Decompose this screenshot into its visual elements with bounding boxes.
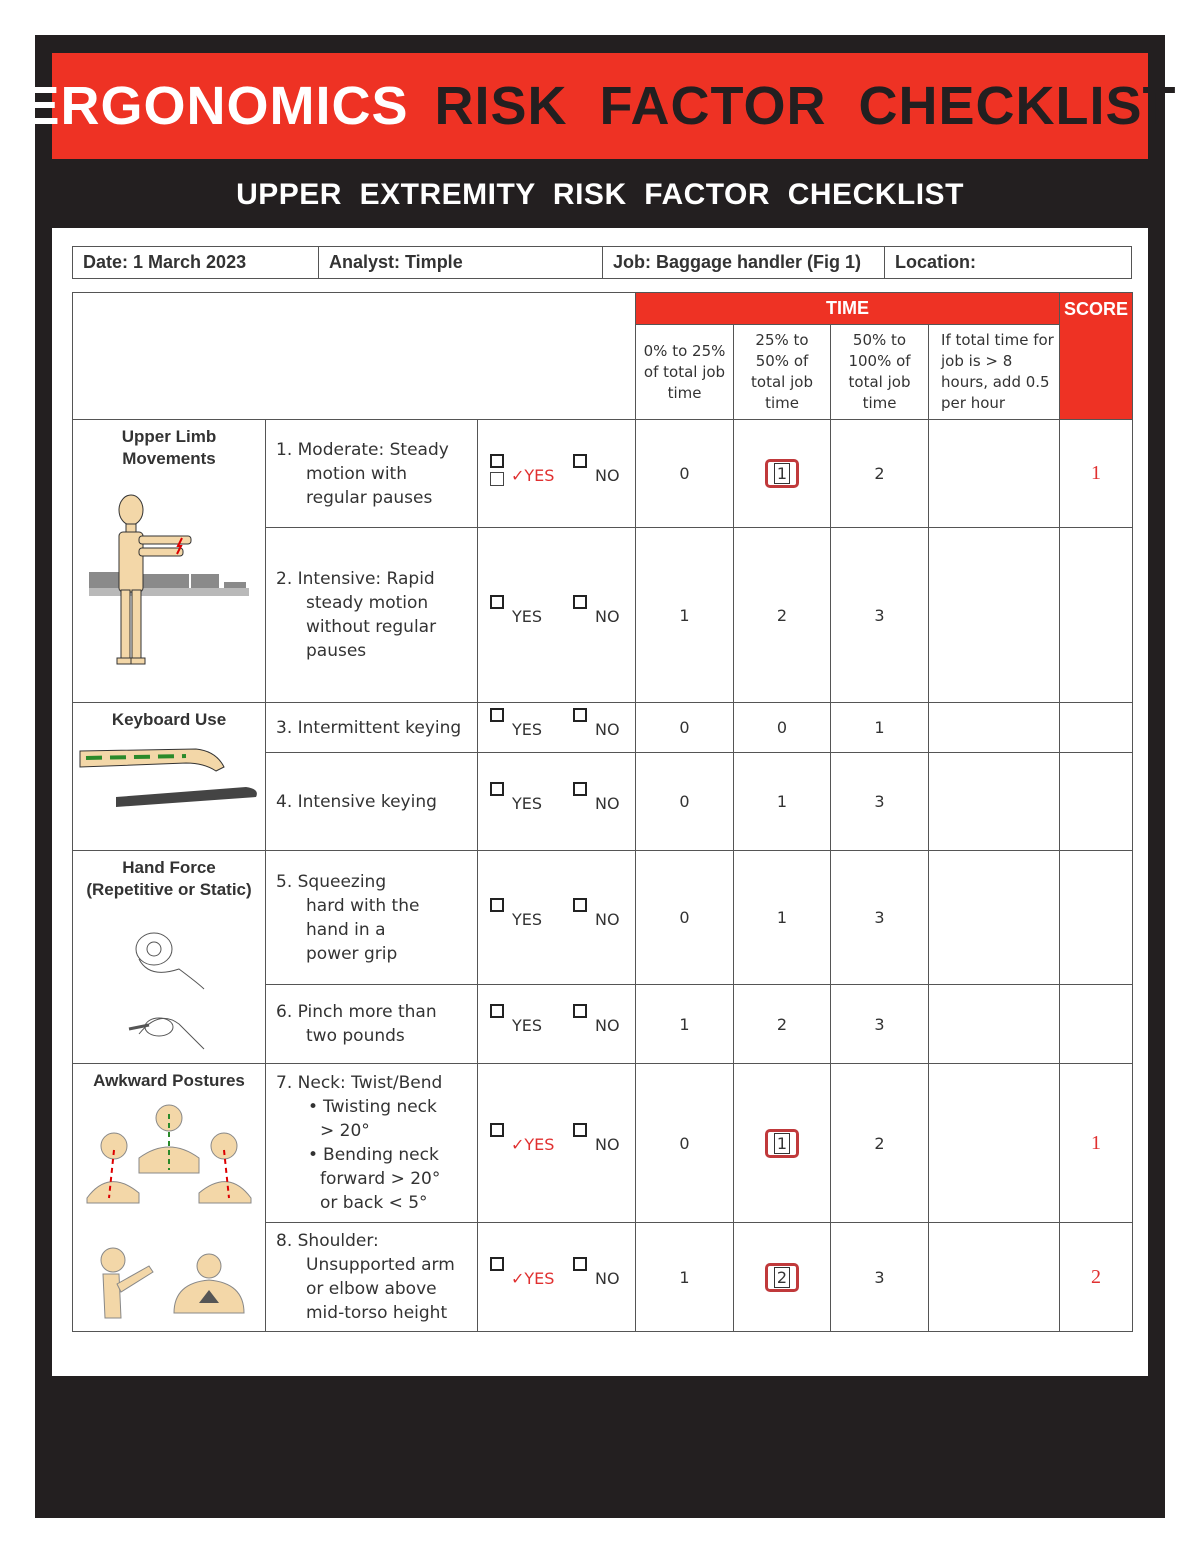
val-5-c xyxy=(831,851,929,985)
category-title: Movements xyxy=(122,449,216,468)
yes-text: YES xyxy=(524,1135,555,1154)
item-first-line xyxy=(276,1071,469,1095)
col-header-25-50: 25% to 50% of total job time xyxy=(734,325,831,420)
item-text: Intermittent keying xyxy=(297,717,462,738)
no-checkbox[interactable] xyxy=(573,708,587,722)
col-header-50-100: 50% to 100% of total job time xyxy=(831,325,929,420)
no-label: NO xyxy=(595,1135,620,1154)
bullet-list xyxy=(276,1095,469,1215)
analyst-label: Analyst: xyxy=(329,252,401,272)
no-label: NO xyxy=(595,1269,620,1288)
value-text: 3 xyxy=(874,605,885,625)
item-1 xyxy=(266,420,478,528)
item-number: 2. xyxy=(276,569,293,589)
yes-checkbox[interactable] xyxy=(490,898,504,912)
val-1-b xyxy=(734,420,831,528)
overtime-6[interactable] xyxy=(929,985,1060,1064)
yes-no-group xyxy=(478,454,635,494)
item-text: steady motion xyxy=(306,593,429,613)
item-6 xyxy=(266,985,478,1064)
bullet-item xyxy=(308,1143,469,1215)
bullet-text: forward > 20° xyxy=(320,1169,441,1189)
yes-no-group xyxy=(478,1123,635,1163)
overtime-1[interactable] xyxy=(929,420,1060,528)
checklist-table xyxy=(72,292,1133,1332)
item-text: without regular xyxy=(306,617,437,637)
overtime-8[interactable] xyxy=(929,1223,1060,1332)
page-subtitle: UPPER EXTREMITY RISK FACTOR CHECKLIST xyxy=(236,178,964,211)
category-title: Keyboard Use xyxy=(111,710,227,729)
item-first-line xyxy=(276,567,469,591)
item-4 xyxy=(266,753,478,851)
date-value: 1 March 2023 xyxy=(133,252,247,272)
no-label: NO xyxy=(595,909,620,929)
item-text: pauses xyxy=(306,641,367,661)
item-text: two pounds xyxy=(306,1026,405,1046)
no-label: NO xyxy=(595,793,620,813)
value-text: 0 xyxy=(679,464,690,483)
yes-checkbox[interactable] xyxy=(490,595,504,609)
hand-grip-icon xyxy=(109,909,229,1059)
category-awkward-postures xyxy=(73,1064,266,1332)
item-text: Moderate: Steady xyxy=(297,439,449,460)
val-4-a xyxy=(636,753,734,851)
yes-no-group xyxy=(478,595,635,635)
yes-no-2 xyxy=(478,528,636,703)
val-1-c xyxy=(831,420,929,528)
val-2-c xyxy=(831,528,929,703)
value-text: 1 xyxy=(679,1014,690,1034)
yes-no-group xyxy=(478,1004,635,1044)
no-label: NO xyxy=(595,719,620,739)
yes-no-3 xyxy=(478,703,636,753)
value-text: 3 xyxy=(874,1014,885,1034)
bullet-text: or back < 5° xyxy=(320,1193,428,1213)
score-2 xyxy=(1060,528,1133,703)
bullet-text: Bending neck xyxy=(323,1145,439,1165)
standing-worker-icon xyxy=(79,490,259,690)
item-number: 7. xyxy=(276,1073,293,1093)
no-checkbox[interactable] xyxy=(573,1257,587,1271)
job-label: Job: xyxy=(613,252,651,272)
item-text: hand in a xyxy=(306,919,386,940)
item-text: motion with xyxy=(306,463,407,484)
no-checkbox[interactable] xyxy=(573,898,587,912)
val-4-c xyxy=(831,753,929,851)
item-text: hard with the xyxy=(306,895,420,916)
yes-no-group xyxy=(478,782,635,822)
no-label: NO xyxy=(595,465,620,485)
value-text: 2 xyxy=(774,1267,790,1288)
value-text: 2 xyxy=(776,605,788,625)
value-text: 0 xyxy=(776,718,788,737)
yes-label xyxy=(512,1016,542,1035)
item-number: 5. xyxy=(276,871,293,892)
val-1-a xyxy=(636,420,734,528)
item-text: Neck: Twist/Bend xyxy=(297,1073,443,1093)
yes-no-group xyxy=(478,898,635,938)
value-text: 1 xyxy=(774,1133,790,1154)
yes-checkbox[interactable] xyxy=(490,1123,504,1137)
value-text: 1 xyxy=(874,718,885,737)
info-row xyxy=(72,246,1132,279)
score-value: 2 xyxy=(1091,1265,1102,1288)
col-header-overtime: If total time for job is > 8 hours, add 0.5 per hour xyxy=(929,325,1060,420)
category-title: Hand Force xyxy=(122,858,216,877)
val-7-a xyxy=(636,1064,734,1223)
val-8-a xyxy=(636,1223,734,1332)
item-number: 8. xyxy=(276,1231,293,1251)
no-checkbox[interactable] xyxy=(573,1004,587,1018)
value-text: 3 xyxy=(874,1267,885,1287)
val-2-b xyxy=(734,528,831,703)
yes-text: YES xyxy=(512,607,543,626)
checkmark-icon: ✓ xyxy=(511,465,525,485)
val-6-b xyxy=(734,985,831,1064)
category-hand-force xyxy=(73,851,266,1064)
yes-no-8 xyxy=(478,1223,636,1332)
overtime-4[interactable] xyxy=(929,753,1060,851)
item-text: Unsupported arm xyxy=(306,1255,455,1275)
yes-checkbox[interactable] xyxy=(490,708,504,722)
yes-text: YES xyxy=(524,1269,555,1288)
val-8-c xyxy=(831,1223,929,1332)
yes-text: YES xyxy=(512,1016,543,1035)
overtime-2[interactable] xyxy=(929,528,1060,703)
yes-no-1 xyxy=(478,420,636,528)
yes-checkbox[interactable] xyxy=(490,1257,504,1271)
item-2 xyxy=(266,528,478,703)
analyst-field[interactable] xyxy=(319,247,603,278)
yes-label xyxy=(512,794,542,813)
item-5 xyxy=(266,851,478,985)
value-text: 2 xyxy=(874,1133,885,1153)
item-text: mid-torso height xyxy=(306,1303,448,1323)
val-4-b xyxy=(734,753,831,851)
item-first-line xyxy=(276,1229,469,1253)
value-text: 0 xyxy=(679,718,690,737)
no-checkbox[interactable] xyxy=(573,1123,587,1137)
yes-label xyxy=(511,1135,554,1154)
circled-value xyxy=(765,1129,799,1158)
col-header-0-25: 0% to 25% of total job time xyxy=(636,325,734,420)
score-4 xyxy=(1060,753,1133,851)
score-1 xyxy=(1060,420,1133,528)
val-2-a xyxy=(636,528,734,703)
analyst-value: Timple xyxy=(405,252,463,272)
no-checkbox[interactable] xyxy=(573,782,587,796)
value-text: 3 xyxy=(874,908,885,927)
item-8 xyxy=(266,1223,478,1332)
item-first-line xyxy=(276,1000,469,1024)
yes-text: YES xyxy=(512,793,543,813)
no-label: NO xyxy=(595,607,620,626)
date-field[interactable] xyxy=(73,247,319,278)
bullet-item xyxy=(308,1095,469,1143)
yes-no-5 xyxy=(478,851,636,985)
circled-value xyxy=(765,1263,799,1292)
item-number: 6. xyxy=(276,1002,293,1022)
score-8 xyxy=(1060,1223,1133,1332)
item-3 xyxy=(266,703,478,753)
item-7 xyxy=(266,1064,478,1223)
page-title xyxy=(23,53,1177,159)
yes-text: YES xyxy=(524,465,555,485)
category-title: Upper Limb xyxy=(121,427,217,446)
yes-label xyxy=(512,910,542,929)
val-7-b xyxy=(734,1064,831,1223)
value-text: 2 xyxy=(776,1014,788,1034)
yes-no-4 xyxy=(478,753,636,851)
item-text: Squeezing xyxy=(297,871,387,892)
no-label: NO xyxy=(595,1016,620,1035)
yes-no-7 xyxy=(478,1064,636,1223)
neck-shoulder-icon xyxy=(79,1098,259,1328)
value-text: 1 xyxy=(679,605,690,625)
item-text: power grip xyxy=(306,943,398,964)
yes-label xyxy=(512,607,542,626)
location-field[interactable] xyxy=(885,247,1131,278)
checkmark-icon: ✓ xyxy=(511,1269,525,1288)
val-6-c xyxy=(831,985,929,1064)
overtime-7[interactable] xyxy=(929,1064,1060,1223)
category-keyboard xyxy=(73,703,266,851)
category-title: Awkward Postures xyxy=(93,1071,245,1090)
score-header: SCORE xyxy=(1060,293,1133,420)
checkmark-icon: ✓ xyxy=(511,1135,525,1154)
title-part2: RISK FACTOR CHECKLIST xyxy=(434,76,1177,136)
extra-checkbox[interactable] xyxy=(490,472,504,486)
score-value: 1 xyxy=(1091,462,1102,484)
category-title: (Repetitive or Static) xyxy=(86,880,252,899)
value-text: 1 xyxy=(679,1267,690,1287)
item-number: 1. xyxy=(276,439,293,460)
circled-value xyxy=(765,459,799,488)
item-first-line xyxy=(276,870,469,894)
value-text: 1 xyxy=(774,463,790,484)
val-5-b xyxy=(734,851,831,985)
item-text: regular pauses xyxy=(306,487,433,508)
value-text: 1 xyxy=(776,908,788,927)
val-7-c xyxy=(831,1064,929,1223)
value-text: 1 xyxy=(776,792,788,811)
yes-no-group xyxy=(478,708,635,748)
bullet-text: Twisting neck xyxy=(323,1097,437,1117)
val-3-b xyxy=(734,703,831,753)
item-text: Intensive keying xyxy=(297,791,437,812)
item-first-line xyxy=(276,716,469,740)
yes-text: YES xyxy=(512,719,543,739)
item-number: 4. xyxy=(276,791,293,812)
score-7 xyxy=(1060,1064,1133,1223)
yes-label xyxy=(512,720,542,739)
category-upper-limb xyxy=(73,420,266,703)
score-5 xyxy=(1060,851,1133,985)
val-8-b xyxy=(734,1223,831,1332)
yes-no-6 xyxy=(478,985,636,1064)
keyboard-hand-icon xyxy=(76,737,262,817)
no-checkbox[interactable] xyxy=(573,595,587,609)
item-number: 3. xyxy=(276,717,293,738)
score-6 xyxy=(1060,985,1133,1064)
score-3 xyxy=(1060,703,1133,753)
yes-label xyxy=(511,1269,554,1288)
time-header: TIME xyxy=(636,293,1060,325)
overtime-5[interactable] xyxy=(929,851,1060,985)
yes-checkbox[interactable] xyxy=(490,782,504,796)
yes-checkbox[interactable] xyxy=(490,1004,504,1018)
value-text: 2 xyxy=(874,464,885,483)
job-field[interactable] xyxy=(603,247,885,278)
val-3-c xyxy=(831,703,929,753)
bullet-text: > 20° xyxy=(320,1121,370,1141)
header-blank xyxy=(73,293,636,420)
value-text: 3 xyxy=(874,792,885,811)
yes-text: YES xyxy=(512,909,543,929)
yes-no-group xyxy=(478,1257,635,1297)
val-6-a xyxy=(636,985,734,1064)
yes-label xyxy=(511,466,554,485)
title-part1: ERGONOMICS xyxy=(23,76,409,136)
job-value: Baggage handler (Fig 1) xyxy=(656,252,862,272)
item-text: Shoulder: xyxy=(297,1231,379,1251)
date-label: Date: xyxy=(83,252,129,272)
overtime-3[interactable] xyxy=(929,703,1060,753)
score-value: 1 xyxy=(1091,1131,1102,1154)
item-text: Intensive: Rapid xyxy=(297,569,435,589)
item-text: or elbow above xyxy=(306,1279,437,1299)
val-5-a xyxy=(636,851,734,985)
value-text: 0 xyxy=(679,1133,690,1153)
no-checkbox[interactable] xyxy=(573,454,587,468)
val-3-a xyxy=(636,703,734,753)
value-text: 0 xyxy=(679,792,690,811)
value-text: 0 xyxy=(679,908,690,927)
item-text: Pinch more than xyxy=(297,1002,437,1022)
location-label: Location: xyxy=(895,252,976,272)
item-first-line xyxy=(276,438,469,462)
item-first-line xyxy=(276,790,469,814)
yes-checkbox[interactable] xyxy=(490,454,504,468)
